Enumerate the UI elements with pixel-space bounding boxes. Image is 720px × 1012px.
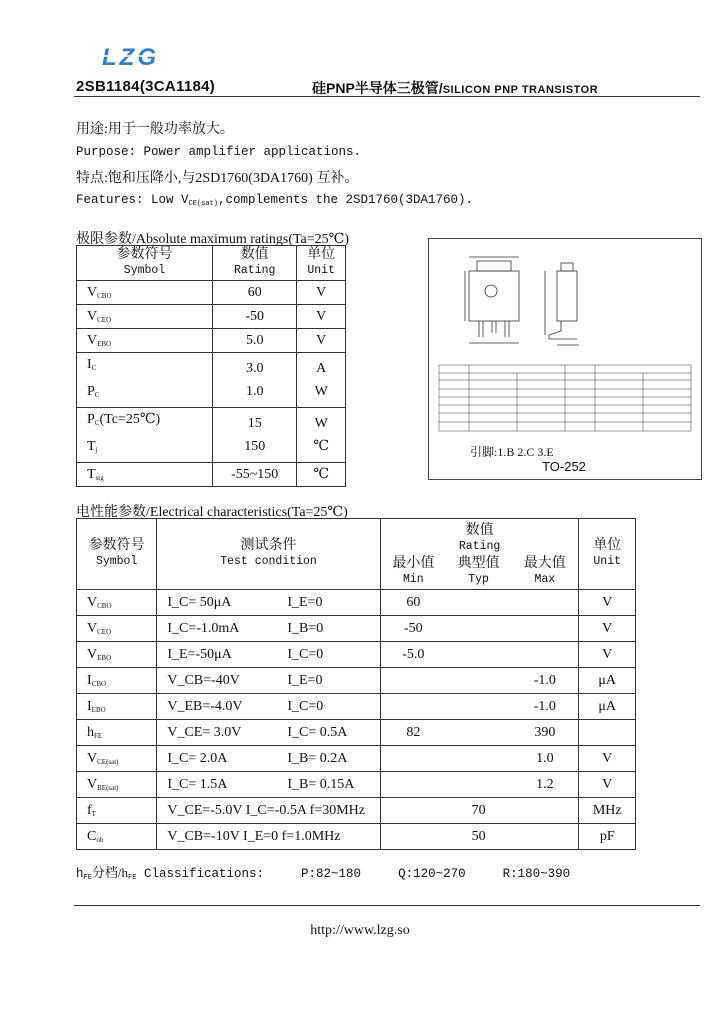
table-row <box>77 720 636 746</box>
elec-unit: μA <box>579 668 636 694</box>
abs-sym: $T_{stg}$ <box>77 463 213 487</box>
package-outline-diagram <box>429 239 701 444</box>
elec-h-max-cn: 最大值 <box>523 556 566 572</box>
table-row <box>77 772 636 798</box>
feature-en <box>76 193 473 208</box>
table-row <box>77 798 636 824</box>
abs-sym: $V_{CEO}$ <box>77 305 213 329</box>
elec-unit: V <box>579 616 636 642</box>
abs-val: -55~150 <box>213 463 297 487</box>
abs-h-unit-en: Unit <box>307 264 335 277</box>
abs-unit: ℃ <box>297 463 346 487</box>
abs-h-unit <box>297 246 346 281</box>
feature-cn-b: 互补。 <box>316 171 359 186</box>
table-row <box>77 305 346 329</box>
elec-h-symbol-en: Symbol <box>95 555 138 568</box>
elec-h-rating-cn: 数值 <box>465 523 494 539</box>
abs-h-rating-en: Rating <box>233 264 276 277</box>
pin-assignment: 引脚:1.B 2.C 3.E <box>470 445 554 459</box>
elec-min <box>380 668 446 694</box>
elec-cond: V_CB=-40V I_E=0 <box>157 668 380 694</box>
title-en: SILICON PNP TRANSISTOR <box>442 84 599 96</box>
package-name: TO-252 <box>542 459 586 474</box>
elec-h-unit-en: Unit <box>593 555 622 568</box>
abs-h-symbol-en: Symbol <box>123 264 166 277</box>
elec-max <box>511 616 579 642</box>
elec-cond: V_EB=-4.0V I_C=0 <box>157 694 380 720</box>
elec-title: 电性能参数/Electrical characteristics(Ta=25℃) <box>76 505 348 520</box>
elec-typ <box>446 616 511 642</box>
feature-en-sub: CE(sat) <box>188 200 218 208</box>
elec-min <box>380 772 446 798</box>
lzg-logo <box>100 44 178 68</box>
elec-min <box>380 694 446 720</box>
abs-sym: $P_C(Tc=25℃)$ $T_j$ <box>77 408 213 463</box>
elec-sym: $h_{FE}$ <box>77 720 157 746</box>
elec-h-min <box>380 555 446 589</box>
elec-unit: pF <box>579 824 636 850</box>
elec-typ <box>446 746 511 772</box>
elec-typ <box>446 642 511 668</box>
elec-cond: I_C=-1.0mA I_B=0 <box>157 616 380 642</box>
elec-max <box>511 824 579 850</box>
abs-sym: $V_{CBO}$ <box>77 281 213 305</box>
elec-min: -5.0 <box>380 642 446 668</box>
elec-unit: MHz <box>579 798 636 824</box>
elec-table <box>76 518 636 850</box>
feature-cn <box>76 167 358 187</box>
abs-val: 3.0 1.0 <box>213 353 297 408</box>
abs-h-rating <box>213 246 297 281</box>
table-row <box>77 281 346 305</box>
abs-h-symbol-cn: 参数符号 <box>116 247 173 262</box>
class-label-en: Classifications: <box>136 867 264 881</box>
header-rule <box>74 96 700 97</box>
elec-typ <box>446 590 511 616</box>
elec-typ <box>446 772 511 798</box>
elec-h-cond-en: Test condition <box>220 555 317 568</box>
elec-unit: μA <box>579 694 636 720</box>
abs-h-symbol <box>77 246 213 281</box>
elec-h-rating-en: Rating <box>458 540 501 554</box>
hfe-classifications <box>76 862 570 882</box>
elec-h-unit-cn: 单位 <box>593 538 622 553</box>
elec-rows <box>77 590 636 850</box>
table-row <box>77 642 636 668</box>
elec-typ <box>446 720 511 746</box>
elec-typ: 50 <box>446 824 511 850</box>
elec-h-min-cn: 最小值 <box>392 556 435 572</box>
elec-h-typ <box>446 555 511 589</box>
elec-cond: V_CB=-10V I_E=0 f=1.0MHz <box>157 824 380 850</box>
abs-max-table <box>76 245 346 487</box>
abs-unit: V <box>297 329 346 353</box>
elec-sym: $V_{EBO}$ <box>77 642 157 668</box>
elec-sym: $I_{EBO}$ <box>77 694 157 720</box>
abs-unit: V <box>297 281 346 305</box>
elec-max: 1.2 <box>511 772 579 798</box>
class-label-cn: 分档/h <box>91 865 129 880</box>
elec-sym: $I_{CBO}$ <box>77 668 157 694</box>
elec-max: -1.0 <box>511 668 579 694</box>
elec-unit: V <box>579 590 636 616</box>
elec-min <box>380 824 446 850</box>
feature-en-a: Features: Low V <box>76 193 189 207</box>
elec-h-min-en: Min <box>403 573 424 587</box>
elec-h-rating <box>380 519 579 556</box>
elec-min <box>380 746 446 772</box>
abs-max-title: 极限参数/Absolute maximum ratings(Ta=25℃) <box>76 232 349 247</box>
abs-val: -50 <box>213 305 297 329</box>
table-row <box>77 746 636 772</box>
elec-h-unit <box>579 519 636 590</box>
class-label-sub2: FE <box>128 874 137 882</box>
elec-max <box>511 590 579 616</box>
elec-typ <box>446 694 511 720</box>
abs-h-rating-cn: 数值 <box>240 247 269 262</box>
elec-h-typ-en: Typ <box>468 573 489 587</box>
table-row <box>77 408 346 463</box>
elec-unit: V <box>579 746 636 772</box>
title-cn: 硅PNP半导体三极管/ <box>312 80 443 96</box>
footer-url[interactable]: http://www.lzg.so <box>310 923 410 938</box>
table-row <box>77 616 636 642</box>
feature-en-b: ,complements the 2SD1760(3DA1760). <box>217 193 473 207</box>
elec-min: 82 <box>380 720 446 746</box>
elec-sym: $V_{BE(sat)}$ <box>77 772 157 798</box>
table-row <box>77 824 636 850</box>
elec-unit <box>579 720 636 746</box>
elec-cond: I_E=-50μA I_C=0 <box>157 642 380 668</box>
elec-max: 1.0 <box>511 746 579 772</box>
elec-typ: 70 <box>446 798 511 824</box>
class-p: P:82~180 <box>301 867 362 881</box>
elec-h-symbol <box>77 519 157 590</box>
elec-unit: V <box>579 772 636 798</box>
elec-typ <box>446 668 511 694</box>
footer-rule <box>74 905 700 906</box>
use-cn: 用途:用于一般功率放大。 <box>76 122 234 137</box>
elec-min <box>380 798 446 824</box>
elec-cond: I_C= 50μA I_E=0 <box>157 590 380 616</box>
feature-cn-a: 特点:饱和压降小,与2SD1760(3DA1760) <box>76 171 313 186</box>
table-row <box>77 668 636 694</box>
class-r: R:180~390 <box>502 867 571 881</box>
abs-val: 15 150 <box>213 408 297 463</box>
elec-max <box>511 642 579 668</box>
svg-text:LZG: LZG <box>102 44 159 68</box>
table-row <box>77 463 346 487</box>
elec-unit: V <box>579 642 636 668</box>
abs-val: 5.0 <box>213 329 297 353</box>
abs-unit: W ℃ <box>297 408 346 463</box>
class-label-sub: FE <box>83 874 92 882</box>
elec-h-cond <box>157 519 380 590</box>
elec-min: 60 <box>380 590 446 616</box>
table-row <box>77 353 346 408</box>
class-q: Q:120~270 <box>398 867 466 881</box>
elec-max <box>511 798 579 824</box>
part-number: 2SB1184(3CA1184) <box>76 78 216 95</box>
abs-val: 60 <box>213 281 297 305</box>
abs-sym: $I_C$ $P_C$ <box>77 353 213 408</box>
page-title <box>312 78 598 98</box>
elec-sym: $V_{CBO}$ <box>77 590 157 616</box>
elec-h-typ-cn: 典型值 <box>457 556 500 572</box>
table-row <box>77 590 636 616</box>
elec-cond: I_C= 1.5A I_B= 0.15A <box>157 772 380 798</box>
elec-h-max-en: Max <box>534 573 556 587</box>
abs-h-unit-cn: 单位 <box>307 247 336 262</box>
elec-h-max <box>511 555 579 589</box>
elec-sym: $C_{ob}$ <box>77 824 157 850</box>
elec-max: 390 <box>511 720 579 746</box>
elec-h-symbol-cn: 参数符号 <box>88 538 145 553</box>
purpose-en: Purpose: Power amplifier applications. <box>76 145 362 159</box>
elec-max: -1.0 <box>511 694 579 720</box>
abs-sym: $V_{EBO}$ <box>77 329 213 353</box>
elec-min: -50 <box>380 616 446 642</box>
elec-cond: V_CE=-5.0V I_C=-0.5A f=30MHz <box>157 798 380 824</box>
table-row <box>77 694 636 720</box>
elec-sym: $V_{CE(sat)}$ <box>77 746 157 772</box>
table-row <box>77 329 346 353</box>
class-label: h <box>76 867 84 881</box>
abs-unit: A W <box>297 353 346 408</box>
elec-sym: $V_{CEO}$ <box>77 616 157 642</box>
elec-cond: I_C= 2.0A I_B= 0.2A <box>157 746 380 772</box>
elec-cond: V_CE= 3.0V I_C= 0.5A <box>157 720 380 746</box>
elec-h-cond-cn: 测试条件 <box>240 538 297 553</box>
abs-unit: V <box>297 305 346 329</box>
elec-sym: $f_T$ <box>77 798 157 824</box>
